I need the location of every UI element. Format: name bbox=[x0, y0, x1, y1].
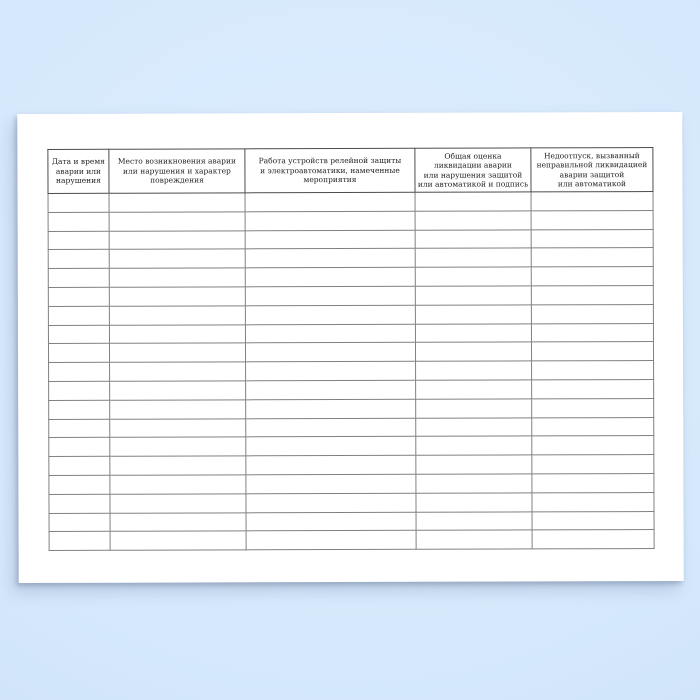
table-cell bbox=[246, 437, 416, 456]
table-cell bbox=[109, 268, 245, 287]
table-cell bbox=[416, 380, 532, 399]
table-cell bbox=[416, 493, 532, 512]
header-col-datetime: Дата и время аварии или нарушения bbox=[48, 149, 109, 193]
table-row bbox=[48, 267, 653, 288]
table-cell bbox=[416, 455, 532, 474]
table-cell bbox=[48, 268, 109, 287]
table-cell bbox=[245, 343, 415, 362]
table-cell bbox=[48, 306, 109, 325]
table-cell bbox=[48, 325, 109, 344]
table-cell bbox=[49, 513, 110, 532]
table-cell bbox=[48, 287, 109, 306]
table-cell bbox=[49, 532, 110, 551]
table-row bbox=[48, 210, 653, 231]
table-cell bbox=[48, 344, 109, 363]
table-cell bbox=[416, 530, 532, 549]
table-cell bbox=[531, 342, 653, 361]
table-cell bbox=[531, 323, 653, 342]
table-cell bbox=[532, 474, 654, 493]
table-cell bbox=[415, 248, 531, 267]
table-row bbox=[49, 530, 654, 551]
table-cell bbox=[49, 438, 110, 457]
table-cell bbox=[49, 456, 110, 475]
table-cell bbox=[531, 210, 653, 229]
table-cell bbox=[109, 287, 245, 306]
table-cell bbox=[532, 511, 654, 530]
table-cell bbox=[416, 417, 532, 436]
table-row bbox=[49, 474, 654, 495]
table-cell bbox=[109, 212, 245, 231]
table-cell bbox=[49, 419, 110, 438]
table-cell bbox=[416, 511, 532, 530]
table-cell bbox=[415, 286, 531, 305]
table-row bbox=[49, 436, 654, 457]
table-row bbox=[48, 323, 653, 344]
table-cell bbox=[245, 305, 415, 324]
table-cell bbox=[531, 248, 653, 267]
paper-sheet bbox=[17, 112, 683, 583]
table-cell bbox=[532, 530, 654, 549]
table-cell bbox=[110, 362, 246, 381]
table-cell bbox=[246, 418, 416, 437]
table-cell bbox=[245, 249, 415, 268]
header-row bbox=[48, 148, 653, 194]
table-cell bbox=[110, 400, 246, 419]
table-cell bbox=[415, 342, 531, 361]
table-row bbox=[49, 380, 654, 401]
table-cell bbox=[415, 305, 531, 324]
table-cell bbox=[531, 192, 653, 211]
table-cell bbox=[532, 455, 654, 474]
table-cell bbox=[109, 306, 245, 325]
table-cell bbox=[531, 229, 653, 248]
table-header bbox=[48, 148, 653, 194]
table-row bbox=[49, 417, 654, 438]
table-cell bbox=[49, 381, 110, 400]
table-cell bbox=[110, 475, 246, 494]
table-cell bbox=[49, 494, 110, 513]
table-row bbox=[48, 192, 653, 213]
table-cell bbox=[109, 193, 245, 212]
table-cell bbox=[246, 399, 416, 418]
table-cell bbox=[110, 418, 246, 437]
table-cell bbox=[532, 380, 654, 399]
table-cell bbox=[109, 343, 245, 362]
table-cell bbox=[110, 512, 246, 531]
table-row bbox=[49, 511, 654, 532]
table-row bbox=[48, 248, 653, 269]
table-cell bbox=[415, 211, 531, 230]
table-cell bbox=[110, 437, 246, 456]
table-row bbox=[48, 342, 653, 363]
header-col-assessment: Общая оценка ликвидации аварии или нарушения защитой или автоматикой и подпись bbox=[415, 148, 531, 192]
table-row bbox=[48, 304, 653, 325]
table-cell bbox=[109, 324, 245, 343]
header-col-location: Место возникновения аварии или нарушения и характер повреждения bbox=[109, 149, 245, 193]
table-cell bbox=[531, 304, 653, 323]
journal-table bbox=[47, 147, 654, 551]
table-cell bbox=[532, 436, 654, 455]
table-cell bbox=[531, 267, 653, 286]
table-cell bbox=[246, 474, 416, 493]
table-row bbox=[49, 455, 654, 476]
header-col-relay-protection: Работа устройств релейной защиты и электроавтоматики, намеченные мероприятия bbox=[245, 148, 415, 193]
table-row bbox=[49, 361, 654, 382]
table-cell bbox=[49, 362, 110, 381]
table-cell bbox=[109, 230, 245, 249]
table-row bbox=[48, 229, 653, 250]
table-cell bbox=[48, 212, 109, 231]
table-cell bbox=[416, 436, 532, 455]
table-cell bbox=[246, 531, 416, 550]
table-row bbox=[49, 492, 654, 513]
table-cell bbox=[246, 361, 416, 380]
table-cell bbox=[415, 324, 531, 343]
table-cell bbox=[246, 380, 416, 399]
table-cell bbox=[532, 398, 654, 417]
table-cell bbox=[245, 230, 415, 249]
table-cell bbox=[49, 475, 110, 494]
table-cell bbox=[48, 231, 109, 250]
header-col-undersupply: Недоотпуск, вызванный неправильной ликвидацией аварии защитой или автоматикой bbox=[531, 148, 653, 192]
table-cell bbox=[245, 286, 415, 305]
table-cell bbox=[245, 192, 415, 211]
table-cell bbox=[246, 455, 416, 474]
table-cell bbox=[48, 250, 109, 269]
table-cell bbox=[532, 361, 654, 380]
table-cell bbox=[415, 267, 531, 286]
table-cell bbox=[48, 193, 109, 212]
table-cell bbox=[416, 399, 532, 418]
table-cell bbox=[245, 211, 415, 230]
table-cell bbox=[416, 361, 532, 380]
table-cell bbox=[246, 493, 416, 512]
table-cell bbox=[532, 417, 654, 436]
table-cell bbox=[110, 456, 246, 475]
table-cell bbox=[110, 494, 246, 513]
table-cell bbox=[245, 267, 415, 286]
table-cell bbox=[110, 531, 246, 550]
table-row bbox=[48, 286, 653, 307]
table-cell bbox=[49, 400, 110, 419]
table-row bbox=[49, 398, 654, 419]
table-cell bbox=[109, 249, 245, 268]
table-body bbox=[48, 192, 654, 551]
table-cell bbox=[531, 286, 653, 305]
table-cell bbox=[110, 381, 246, 400]
table-cell bbox=[532, 492, 654, 511]
table-cell bbox=[415, 230, 531, 249]
table-cell bbox=[245, 324, 415, 343]
table-cell bbox=[416, 474, 532, 493]
table-cell bbox=[415, 192, 531, 211]
table-cell bbox=[246, 512, 416, 531]
